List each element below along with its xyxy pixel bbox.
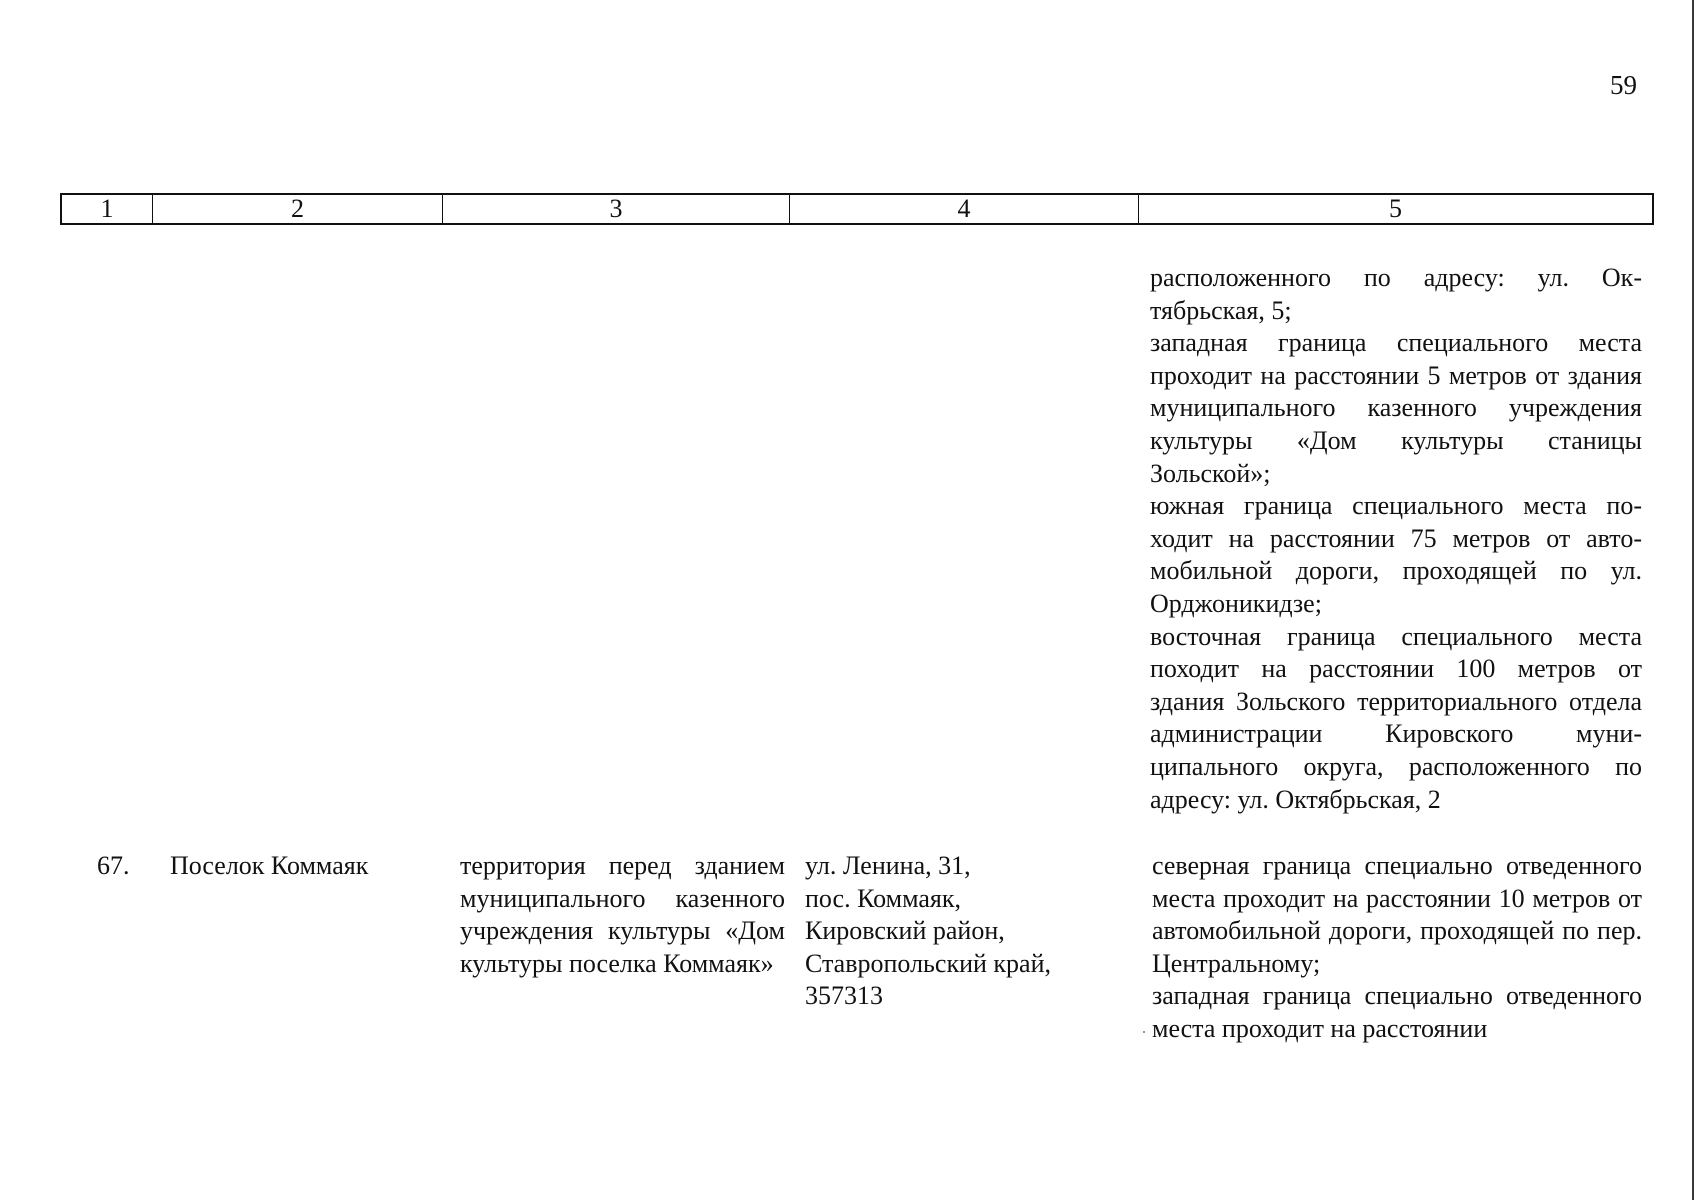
south-boundary-paragraph: южная граница специального места походит на расстоянии 75 метров от автомобильной дороги, проходящей по ул. Орджоникидзе; <box>1150 491 1642 618</box>
north-boundary-paragraph: северная граница специально отведенного места проходит на расстоянии 10 метров от автомобильной дороги, проходящей по пер. Центральному; <box>1152 851 1642 978</box>
boundary-description <box>1152 850 1642 1046</box>
header-column-4: 4 <box>790 195 1139 223</box>
territory-text: территория перед зданием муниципального казенного учреждения культуры «Дом культуры поселка Коммаяк» <box>460 851 785 978</box>
column-number-header <box>60 193 1654 225</box>
address-line: пос. Коммаяк, <box>805 883 962 913</box>
scan-speck <box>1143 1031 1145 1033</box>
address-line: Кировский район, <box>805 916 1005 946</box>
header-column-5: 5 <box>1389 194 1402 223</box>
page-right-edge <box>1692 0 1694 1200</box>
row-number: 67. <box>97 851 130 880</box>
address-line: 357313 <box>805 981 883 1011</box>
address-line: Ставропольский край, <box>805 948 1051 978</box>
boundary-paragraph: расположенного по адресу: ул. Октябрьская, 5; <box>1150 263 1642 325</box>
continued-boundary-description <box>1150 262 1642 816</box>
page-number: 59 <box>1610 70 1637 100</box>
west-boundary-paragraph: западная граница специального места проходит на расстоянии 5 метров от здания муниципального казенного учреждения культуры «Дом культуры станицы Зольской»; <box>1150 328 1642 488</box>
settlement-name: Поселок Коммаяк <box>170 851 369 880</box>
address-line: ул. Ленина, 31, <box>805 851 971 880</box>
header-column-3: 3 <box>443 195 790 223</box>
address-block <box>805 850 1105 1013</box>
header-column-2: 2 <box>153 195 443 223</box>
east-boundary-paragraph: восточная граница специального места походит на расстоянии 100 метров от здания Зольского территориального отдела администрации Кировского муниципального округа, расположенного по адресу: ул. Октябрьская, 2 <box>1150 621 1642 814</box>
header-column-1: 1 <box>62 195 153 223</box>
territory-description <box>460 850 785 980</box>
west-boundary-paragraph-start: западная граница специально отведенного места проходит на расстоянии <box>1152 981 1642 1043</box>
